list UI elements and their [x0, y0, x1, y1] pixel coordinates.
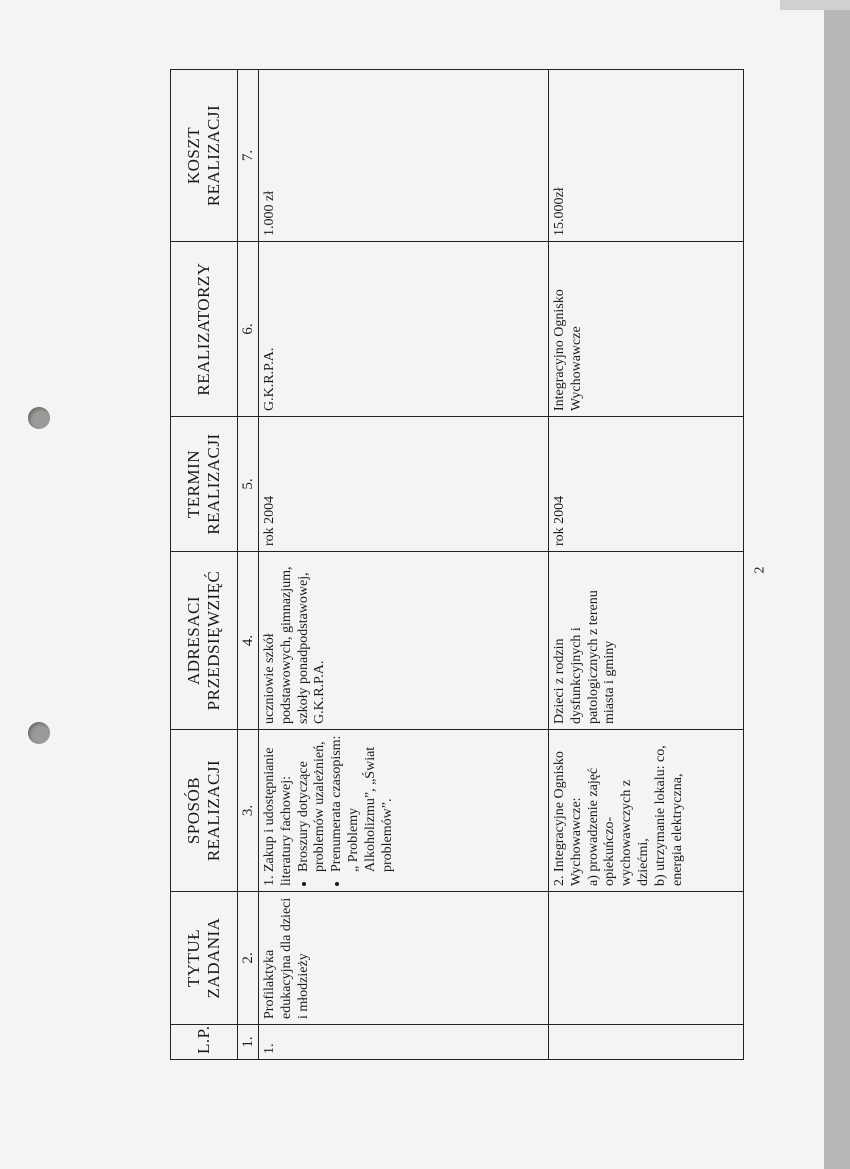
column-number: 2.: [238, 892, 259, 1025]
punch-hole: [28, 722, 50, 744]
table-row: [259, 70, 549, 1060]
header-title: TYTUŁ ZADANIA: [171, 892, 238, 1025]
column-number: 5.: [238, 417, 259, 552]
header-recipients: ADRESACI PRZEDSIĘWZIĘĆ: [171, 552, 238, 730]
method-bullet-list: [296, 735, 397, 886]
task-table-rotated: [170, 70, 725, 1060]
method-intro: 1. Zakup i udostępnianie literatury fachowej:: [262, 747, 294, 886]
cell-method: [549, 730, 744, 892]
header-method: SPOSÓB REALIZACJI: [171, 730, 238, 892]
header-lp: L.P.: [171, 1025, 238, 1060]
header-row: [171, 70, 238, 1060]
cell-title: [549, 892, 744, 1025]
cell-method: [259, 730, 549, 892]
method-line: a) prowadzenie zajęć opiekuńczo-wychowawczych z dziećmi,: [585, 767, 651, 886]
cell-lp: [549, 1025, 744, 1060]
cell-recipients: Dzieci z rodzin dysfunkcyjnych i patologicznych z terenu miasta i gminy: [549, 552, 744, 730]
cell-title: Profilaktyka edukacyjna dla dzieci i młodzieży: [259, 892, 549, 1025]
cell-term: rok 2004: [259, 417, 549, 552]
task-table: [170, 69, 744, 1060]
list-item: • Broszury dotyczące problemów uzależnień,: [296, 735, 330, 872]
column-number-row: [238, 70, 259, 1060]
method-line: 2. Integracyjne Ognisko Wychowawcze:: [552, 751, 584, 886]
cell-executors: G.K.R.P.A.: [259, 242, 549, 417]
header-cost: KOSZT REALIZACJI: [171, 70, 238, 242]
column-number: 3.: [238, 730, 259, 892]
cell-cost: 15.000zł: [549, 70, 744, 242]
cell-recipients: uczniowie szkół podstawowych, gimnazjum, szkoły ponadpodstawowej, G.K.R.P.A.: [259, 552, 549, 730]
punch-hole: [28, 407, 50, 429]
method-line: b) utrzymanie lokalu: co, energia elektryczna,: [652, 745, 685, 886]
header-executors: REALIZATORZY: [171, 242, 238, 417]
column-number: 6.: [238, 242, 259, 417]
column-number: 4.: [238, 552, 259, 730]
list-item: • Prenumerata czasopism: „ Problemy Alkoholizmu”, „Świat problemów”.: [329, 735, 396, 872]
column-number: 1.: [238, 1025, 259, 1060]
scanner-edge-top: [780, 0, 850, 10]
cell-term: rok 2004: [549, 417, 744, 552]
header-term: TERMIN REALIZACJI: [171, 417, 238, 552]
page-number: 2: [752, 566, 768, 574]
cell-cost: 1.000 zł: [259, 70, 549, 242]
scanner-edge: [824, 0, 850, 1169]
cell-executors: Integracyjno Ognisko Wychowawcze: [549, 242, 744, 417]
table-row: [549, 70, 744, 1060]
column-number: 7.: [238, 70, 259, 242]
cell-lp: 1.: [259, 1025, 549, 1060]
